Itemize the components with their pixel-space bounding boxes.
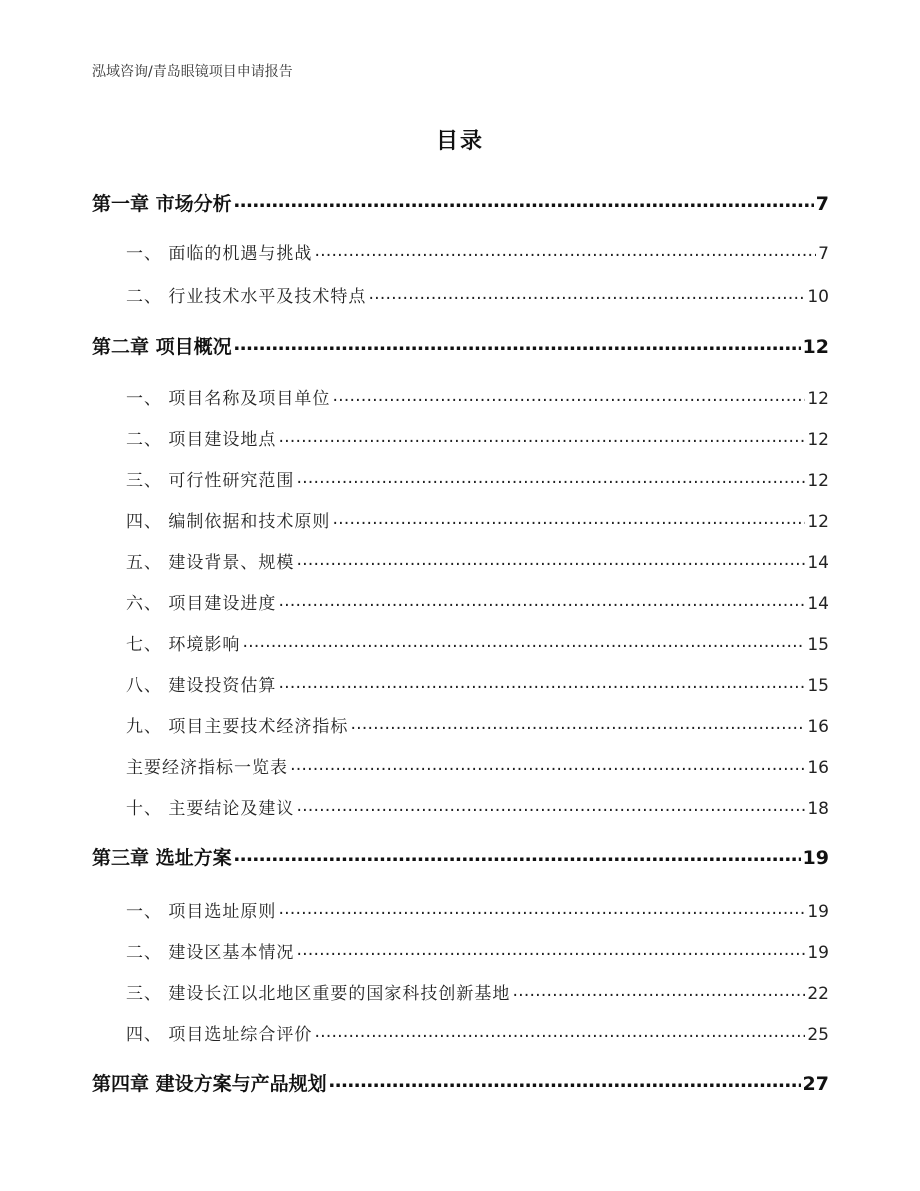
toc-entry-page: 27	[802, 1073, 829, 1095]
toc-chapter-3[interactable]	[92, 843, 829, 870]
toc-chapter-1[interactable]	[92, 189, 829, 216]
dot-leader	[296, 797, 805, 814]
dot-leader	[278, 592, 805, 609]
toc-section[interactable]	[126, 507, 829, 532]
toc-entry-page: 18	[807, 799, 829, 819]
dot-leader	[332, 510, 805, 527]
toc-section[interactable]	[126, 425, 829, 450]
toc-entry-page: 19	[802, 847, 829, 869]
toc-entry-page: 12	[807, 512, 829, 532]
toc-title: 目录	[435, 129, 484, 154]
dot-leader	[278, 674, 805, 691]
toc-section[interactable]	[126, 753, 829, 778]
toc-entry-page: 19	[807, 943, 829, 963]
dot-leader	[242, 633, 805, 650]
toc-entry-page: 14	[807, 594, 829, 614]
toc-section[interactable]	[126, 938, 829, 963]
toc-entry-page: 25	[807, 1025, 829, 1045]
dot-leader	[329, 1071, 801, 1090]
toc-entry-page: 16	[807, 758, 829, 778]
toc-entry-label: 九、 项目主要技术经济指标	[126, 717, 349, 737]
toc-entry-label: 一、 项目选址原则	[126, 902, 277, 922]
toc-entry-label: 第四章 建设方案与产品规划	[92, 1073, 327, 1095]
toc-entry-page: 22	[807, 984, 829, 1004]
dot-leader	[314, 242, 816, 259]
toc-entry-label: 五、 建设背景、规模	[126, 553, 295, 573]
toc-section[interactable]	[126, 589, 829, 614]
toc-entry-label: 二、 项目建设地点	[126, 430, 277, 450]
toc-entry-page: 7	[815, 193, 829, 215]
toc-entry-label: 三、 可行性研究范围	[126, 471, 295, 491]
toc-section[interactable]	[126, 979, 829, 1004]
toc-entry-label: 四、 项目选址综合评价	[126, 1025, 313, 1045]
toc-section[interactable]	[126, 897, 829, 922]
dot-leader	[350, 715, 805, 732]
dot-leader	[296, 551, 805, 568]
toc-entry-label: 十、 主要结论及建议	[126, 799, 295, 819]
toc-section[interactable]	[126, 548, 829, 573]
toc-entry-label: 二、 建设区基本情况	[126, 943, 295, 963]
toc-entry-label: 三、 建设长江以北地区重要的国家科技创新基地	[126, 984, 511, 1004]
dot-leader	[332, 387, 805, 404]
toc-entry-page: 7	[818, 244, 829, 264]
toc-entry-page: 15	[807, 635, 829, 655]
dot-leader	[512, 982, 805, 999]
toc-entry-page: 12	[807, 389, 829, 409]
toc-entry-label: 六、 项目建设进度	[126, 594, 277, 614]
toc-section[interactable]	[126, 384, 829, 409]
toc-section[interactable]	[126, 466, 829, 491]
toc-entry-label: 二、 行业技术水平及技术特点	[126, 287, 367, 307]
dot-leader	[278, 428, 805, 445]
toc-section[interactable]	[126, 712, 829, 737]
toc-entry-label: 主要经济指标一览表	[126, 758, 288, 778]
dot-leader	[278, 900, 805, 917]
dot-leader	[314, 1023, 805, 1040]
toc-entry-page: 19	[807, 902, 829, 922]
dot-leader	[290, 756, 805, 773]
dot-leader	[368, 285, 805, 302]
toc-entry-label: 七、 环境影响	[126, 635, 241, 655]
toc-entry-label: 第二章 项目概况	[92, 336, 232, 358]
toc-section[interactable]	[126, 630, 829, 655]
document-header: 泓域咨询/青岛眼镜项目申请报告	[92, 64, 293, 80]
toc-entry-label: 一、 面临的机遇与挑战	[126, 244, 313, 264]
toc-entry-page: 14	[807, 553, 829, 573]
toc-entry-page: 16	[807, 717, 829, 737]
toc-section[interactable]	[126, 671, 829, 696]
toc-entry-page: 15	[807, 676, 829, 696]
toc-entry-label: 一、 项目名称及项目单位	[126, 389, 331, 409]
dot-leader	[234, 191, 814, 210]
toc-section[interactable]	[126, 1020, 829, 1045]
toc-entry-label: 八、 建设投资估算	[126, 676, 277, 696]
toc-entry-page: 10	[807, 287, 829, 307]
dot-leader	[296, 941, 805, 958]
toc-chapter-2[interactable]	[92, 332, 829, 359]
toc-entry-page: 12	[802, 336, 829, 358]
toc-entry-label: 第三章 选址方案	[92, 847, 232, 869]
toc-section[interactable]	[126, 239, 829, 264]
toc-section[interactable]	[126, 794, 829, 819]
dot-leader	[234, 334, 801, 353]
toc-entry-page: 12	[807, 430, 829, 450]
toc-section[interactable]	[126, 282, 829, 307]
toc-entry-label: 第一章 市场分析	[92, 193, 232, 215]
dot-leader	[234, 845, 801, 864]
toc-chapter-4[interactable]	[92, 1069, 829, 1096]
dot-leader	[296, 469, 805, 486]
toc-entry-label: 四、 编制依据和技术原则	[126, 512, 331, 532]
toc-entry-page: 12	[807, 471, 829, 491]
